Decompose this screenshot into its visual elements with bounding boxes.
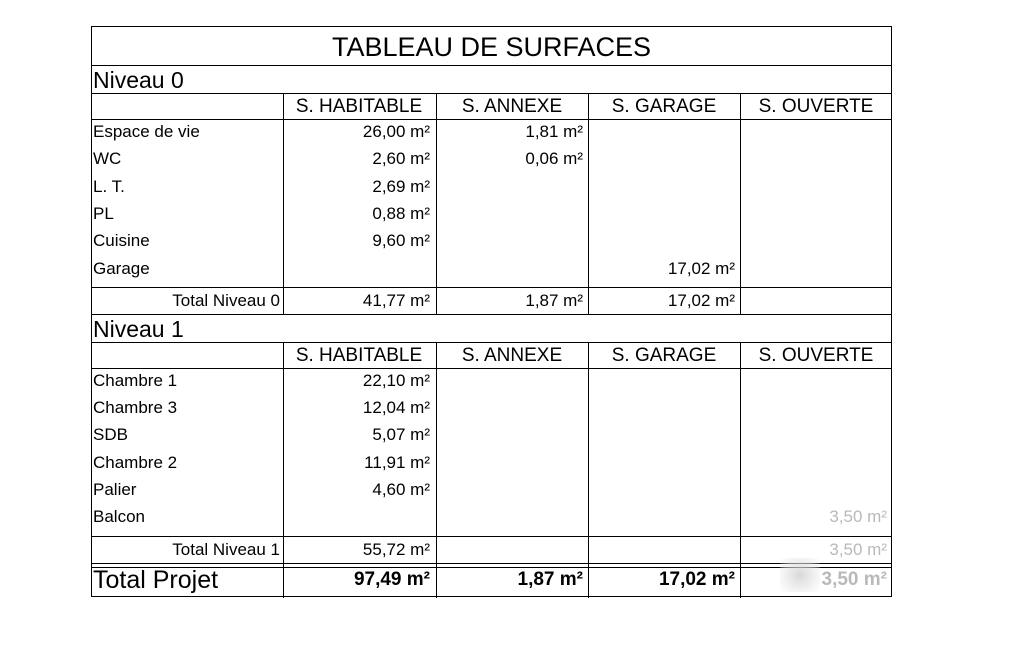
row-label: Chambre 2 — [93, 452, 178, 472]
row-label: Cuisine — [93, 231, 150, 251]
row-value-annexe: 0,06 m² — [525, 149, 583, 169]
table-rule — [92, 119, 891, 120]
row-label: Palier — [93, 480, 137, 499]
watermark-smudge — [780, 558, 820, 592]
column-header: S. GARAGE — [611, 344, 717, 366]
row-label: L. T. — [93, 176, 125, 196]
row-label: Espace de vie — [93, 122, 200, 141]
level-total-label: Total Niveau 0 — [172, 290, 280, 310]
column-header: S. HABITABLE — [295, 96, 423, 117]
grand-total-annexe: 1,87 m² — [517, 568, 583, 590]
column-rule — [740, 342, 741, 563]
column-rule — [588, 342, 589, 563]
row-label: PL — [93, 203, 114, 223]
column-header: S. ANNEXE — [461, 96, 563, 117]
table-rule — [92, 536, 891, 537]
table-rule — [92, 342, 891, 343]
row-value-habitable: 0,88 m² — [372, 203, 430, 223]
column-header: S. GARAGE — [611, 96, 717, 117]
level-total-habitable: 55,72 m² — [362, 539, 430, 559]
surface-table — [91, 26, 892, 597]
column-rule — [283, 342, 284, 563]
row-value-habitable: 9,60 m² — [372, 231, 430, 251]
row-label: Chambre 1 — [93, 370, 178, 390]
table-title: TABLEAU DE SURFACES — [331, 32, 652, 62]
column-rule — [283, 93, 284, 314]
grand-total-habitable: 97,49 m² — [353, 568, 430, 590]
row-value-habitable: 12,04 m² — [362, 398, 430, 418]
row-value-habitable: 2,69 m² — [372, 176, 430, 196]
table-rule — [92, 368, 891, 369]
level-total-garage: 17,02 m² — [667, 290, 735, 310]
row-value-habitable: 11,91 m² — [364, 452, 430, 472]
row-value-habitable: 2,60 m² — [372, 149, 430, 169]
row-label: Balcon — [93, 507, 145, 527]
grand-total-ouverte: 3,50 m² — [821, 568, 887, 590]
table-rule — [92, 287, 891, 288]
level-title: Niveau 1 — [93, 315, 184, 342]
row-value-habitable: 26,00 m² — [362, 122, 430, 141]
level-total-ouverte: 3,50 m² — [829, 539, 887, 559]
level-total-label: Total Niveau 1 — [172, 539, 280, 559]
column-header: S. OUVERTE — [758, 96, 874, 117]
row-value-ouverte: 3,50 m² — [829, 507, 887, 527]
column-header: S. OUVERTE — [758, 344, 874, 366]
row-label: WC — [93, 149, 122, 169]
table-rule — [92, 563, 891, 564]
column-rule — [740, 93, 741, 314]
row-label: Chambre 3 — [93, 398, 178, 418]
row-value-habitable: 5,07 m² — [372, 425, 430, 445]
grand-total-garage: 17,02 m² — [658, 568, 735, 590]
row-value-annexe: 1,81 m² — [525, 122, 583, 141]
column-rule — [436, 93, 437, 314]
row-label: SDB — [93, 425, 128, 445]
column-rule — [436, 342, 437, 563]
column-header: S. HABITABLE — [295, 344, 423, 366]
row-value-garage: 17,02 m² — [667, 258, 735, 278]
column-rule — [588, 93, 589, 314]
row-value-habitable: 22,10 m² — [362, 370, 430, 390]
table-rule — [92, 65, 891, 66]
table-rule — [92, 314, 891, 315]
row-label: Garage — [93, 258, 150, 278]
row-value-habitable: 4,60 m² — [372, 480, 430, 499]
level-total-habitable: 41,77 m² — [362, 290, 430, 310]
table-rule — [92, 93, 891, 94]
level-title: Niveau 0 — [93, 67, 184, 93]
level-total-annexe: 1,87 m² — [525, 290, 583, 310]
column-header: S. ANNEXE — [461, 344, 563, 366]
grand-total-label: Total Projet — [93, 565, 219, 594]
